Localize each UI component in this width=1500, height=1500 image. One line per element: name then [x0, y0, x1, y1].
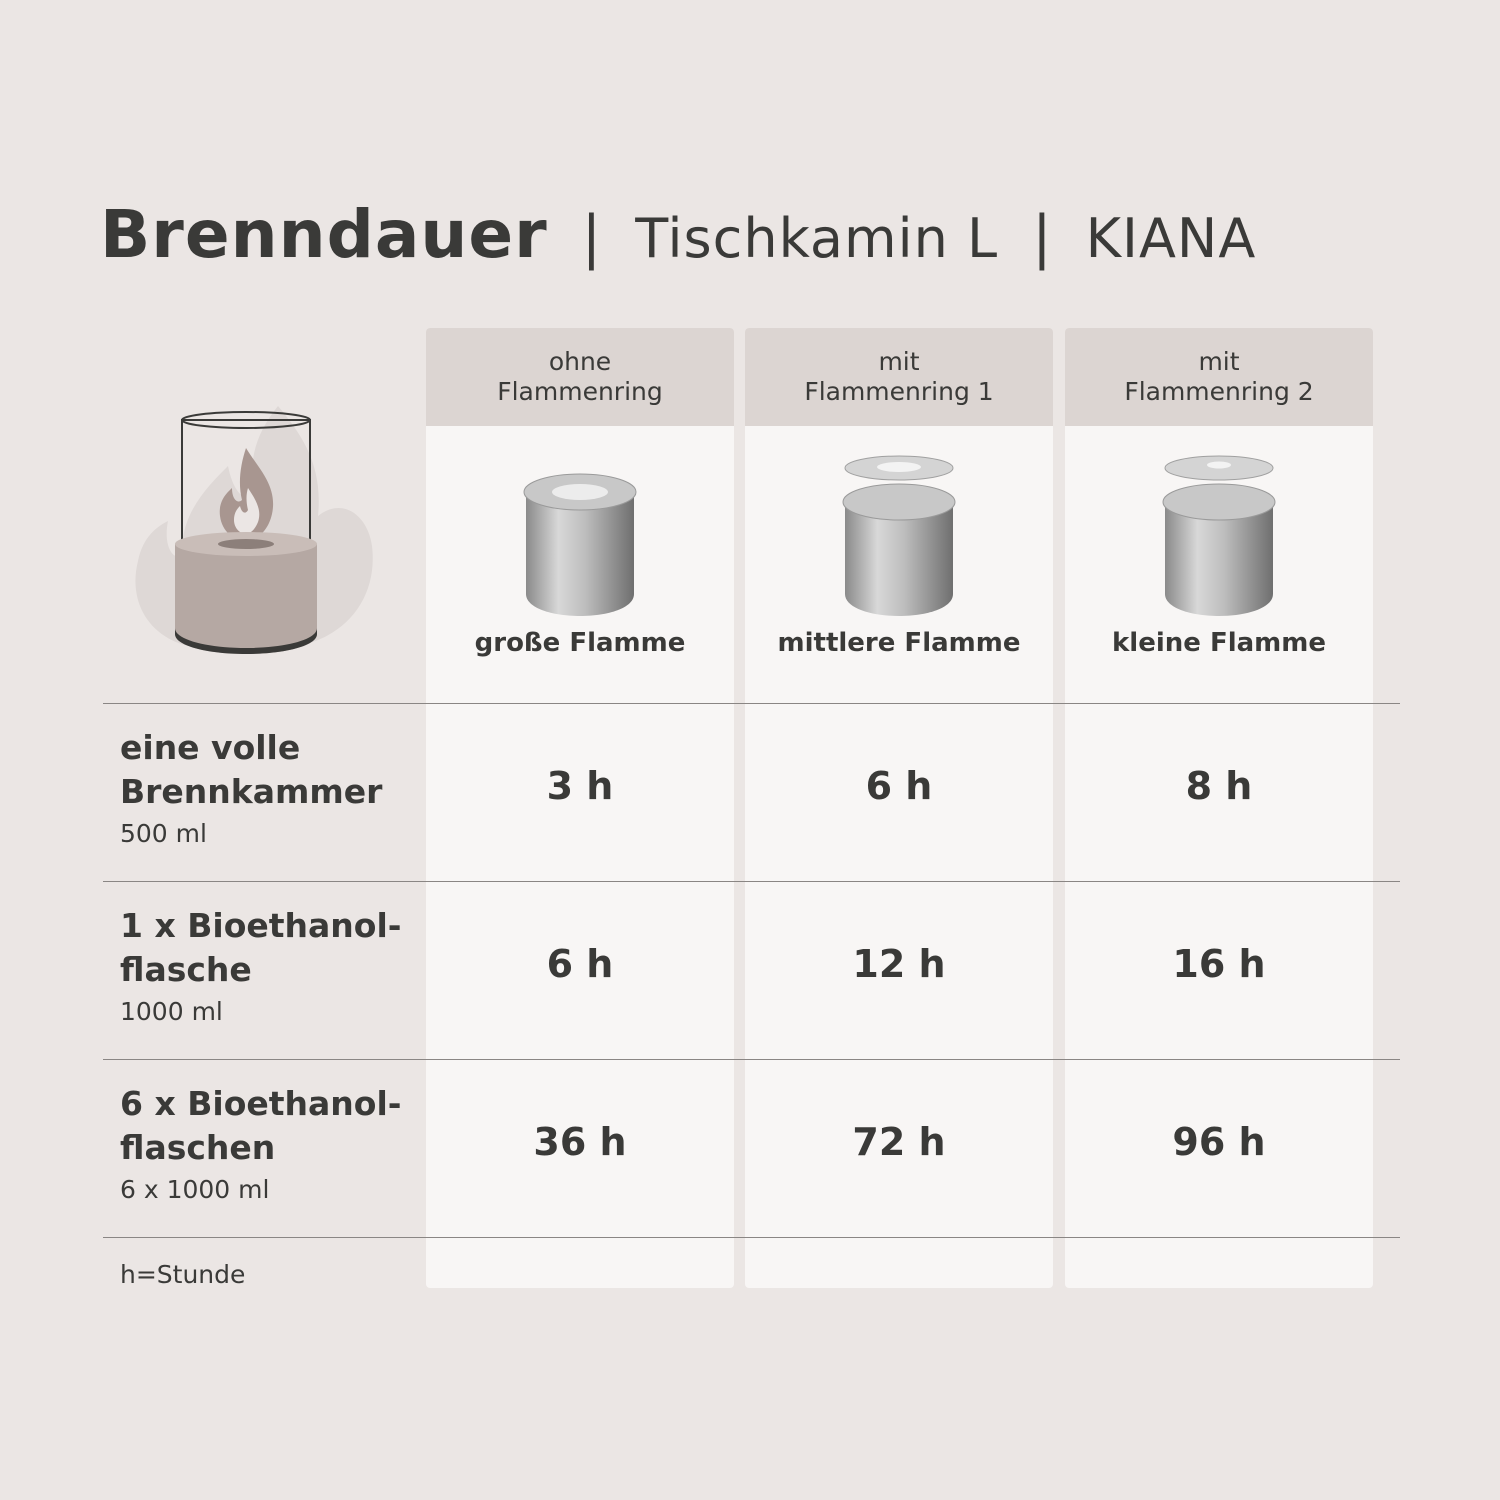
column-header — [745, 328, 1053, 426]
column-caption: kleine Flamme — [1112, 628, 1326, 658]
burner-insert-icon — [510, 452, 650, 622]
column-header-line2: Flammenring 2 — [1124, 377, 1314, 406]
title-brand: KIANA — [1085, 207, 1257, 270]
value-cell: 8 h — [1185, 764, 1253, 808]
value-cell: 3 h — [546, 764, 614, 808]
column-header-line2: Flammenring 1 — [804, 377, 994, 406]
value-cell: 6 h — [546, 942, 614, 986]
page-title — [100, 196, 1256, 273]
title-separator-2: | — [1032, 203, 1052, 271]
column-caption: große Flamme — [474, 628, 686, 658]
row-label-line2: flasche — [120, 950, 252, 989]
column-header-line1: ohne — [548, 347, 612, 376]
row-label-line2: Brennkammer — [120, 772, 383, 811]
burner-with-small-ring-icon — [1149, 452, 1289, 622]
column-header — [1065, 328, 1373, 426]
title-model: Tischkamin L — [635, 207, 999, 270]
table-divider — [103, 1059, 1400, 1060]
row-label-line1: 6 x Bioethanol- — [120, 1084, 402, 1123]
footnote: h=Stunde — [120, 1260, 246, 1289]
title-main: Brenndauer — [100, 196, 548, 273]
row-label-full-chamber — [120, 726, 420, 854]
column-header-line2: Flammenring — [497, 377, 663, 406]
table-divider — [103, 703, 1400, 704]
burner-with-ring-icon — [829, 452, 969, 622]
column-header-line1: mit — [878, 347, 920, 376]
row-label-unit: 6 x 1000 ml — [120, 1175, 270, 1204]
table-fireplace-icon — [128, 396, 378, 656]
row-label-line2: flaschen — [120, 1128, 276, 1167]
row-label-line1: eine volle — [120, 728, 301, 767]
row-label-unit: 500 ml — [120, 819, 207, 848]
value-cell: 12 h — [852, 942, 946, 986]
value-cell: 16 h — [1172, 942, 1266, 986]
row-label-unit: 1000 ml — [120, 997, 223, 1026]
row-label-six-bottles — [120, 1082, 420, 1210]
row-label-line1: 1 x Bioethanol- — [120, 906, 402, 945]
value-cell: 6 h — [865, 764, 933, 808]
value-cell: 72 h — [852, 1120, 946, 1164]
value-cell: 96 h — [1172, 1120, 1266, 1164]
table-divider — [103, 1237, 1400, 1238]
column-header-line1: mit — [1198, 347, 1240, 376]
column-header — [426, 328, 734, 426]
table-divider — [103, 881, 1400, 882]
column-caption: mittlere Flamme — [777, 628, 1021, 658]
value-cell: 36 h — [533, 1120, 627, 1164]
title-separator-1: | — [581, 203, 602, 271]
row-label-one-bottle — [120, 904, 420, 1032]
